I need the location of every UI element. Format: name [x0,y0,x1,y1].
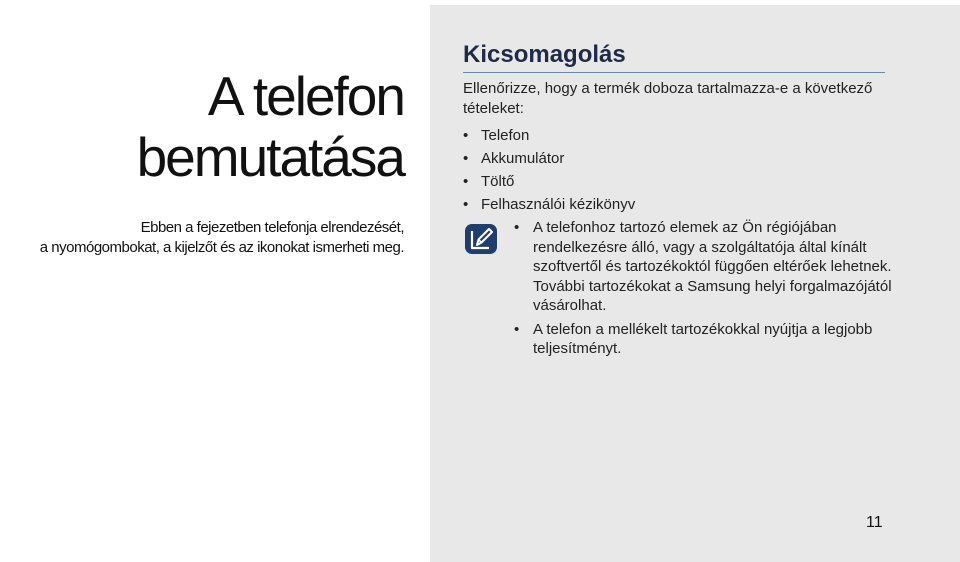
chapter-intro [0,218,404,258]
list-item: • Töltő [463,170,635,193]
list-item: • Akkumulátor [463,147,635,170]
chapter-title-line-1: A telefon [207,65,404,127]
chapter-title-line-2: bemutatása [136,126,404,188]
package-contents-list [463,124,635,216]
note-list [514,218,892,363]
chapter-intro-line-1: Ebben a fejezetben telefonja elrendezését, [140,219,404,236]
list-item: • Telefon [463,124,635,147]
chapter-title [137,66,404,188]
section-heading: Kicsomagolás [463,41,626,68]
note-item: • A telefonhoz tartozó elemek az Ön régiójában rendelkezésre álló, vagy a szolgáltatója által kínált szoftvertől és tartozékoktól függően eltérőek lehetnek. További tartozékokat a Samsung helyi forgalmazójától vásárolhat. [514,218,892,316]
note-pencil-icon [463,221,499,257]
chapter-intro-line-2: a nyomógombokat, a kijelzőt és az ikonokat ismerheti meg. [39,239,404,256]
note-item: • A telefon a mellékelt tartozékokkal nyújtja a legjobb teljesítményt. [514,320,892,359]
section-intro: Ellenőrizze, hogy a termék doboza tartalmazza-e a következő tételeket: [463,80,873,117]
page-number: 11 [866,514,883,531]
heading-rule [463,72,885,73]
list-item: • Felhasználói kézikönyv [463,193,635,216]
